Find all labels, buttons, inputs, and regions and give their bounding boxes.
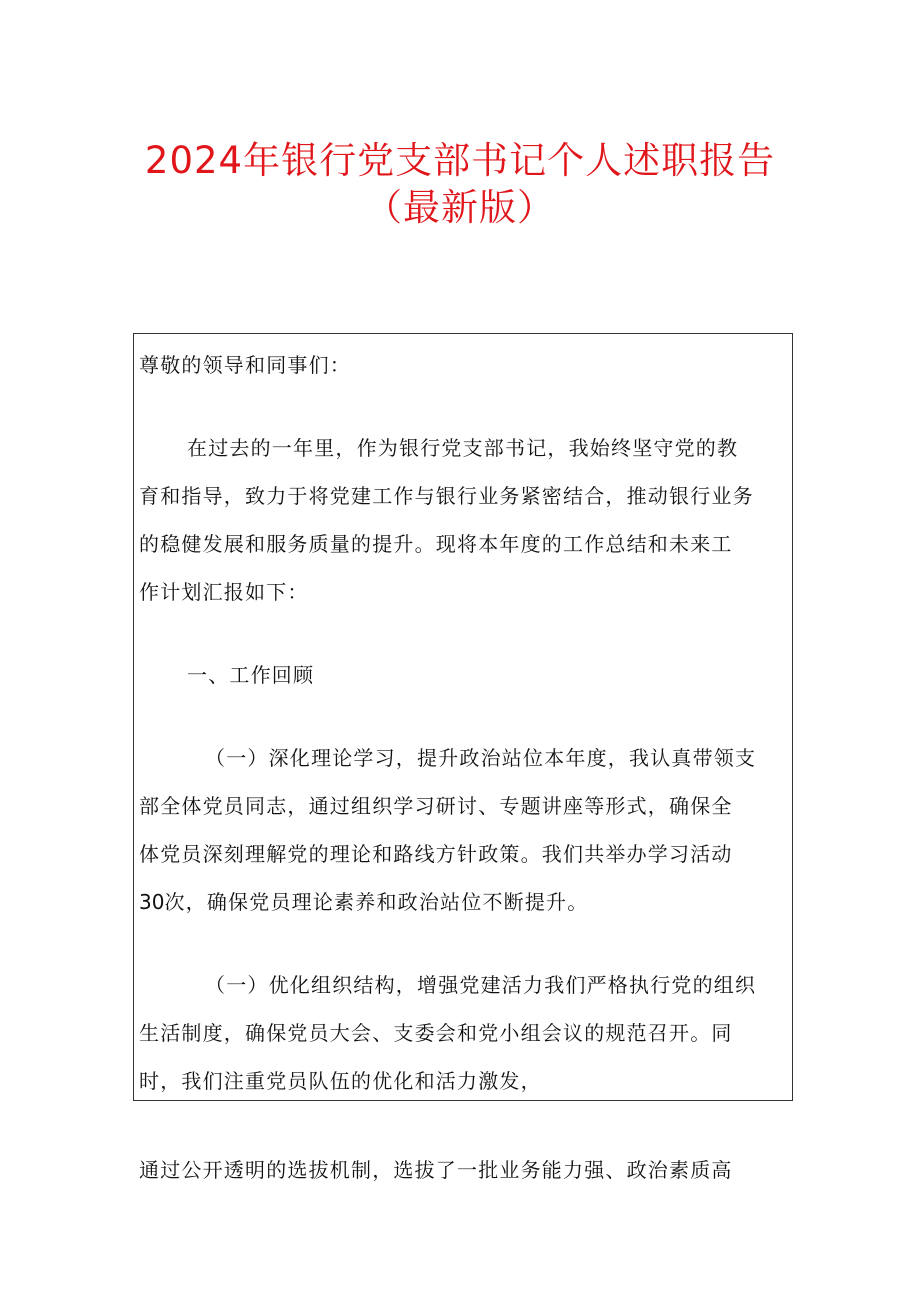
- document-subtitle: （最新版）: [365, 186, 555, 229]
- salutation: 尊敬的领导和同事们：: [139, 353, 351, 377]
- item-line: 体党员深刻理解党的理论和路线方针政策。我们共举办学习活动: [139, 842, 733, 866]
- item-line: 部全体党员同志，通过组织学习研讨、专题讲座等形式，确保全: [139, 794, 733, 818]
- item-line-rest: 次，确保党员理论素养和政治站位不断提升。: [164, 890, 589, 914]
- intro-line: 作计划汇报如下：: [139, 580, 309, 604]
- intro-line: 的稳健发展和服务质量的提升。现将本年度的工作总结和未来工: [139, 532, 733, 556]
- continuation-line: 通过公开透明的选拔机制，选拔了一批业务能力强、政治素质高: [139, 1158, 733, 1182]
- item-line: 时，我们注重党员队伍的优化和活力激发，: [139, 1069, 542, 1093]
- item-line: 生活制度，确保党员大会、支委会和党小组会议的规范召开。同: [139, 1021, 733, 1045]
- item-line: （一）优化组织结构，增强党建活力我们严格执行党的组织: [205, 973, 757, 997]
- item-line-last: [139, 878, 588, 926]
- item-line: （一）深化理论学习，提升政治站位本年度，我认真带领支: [205, 746, 757, 770]
- intro-line: 在过去的一年里，作为银行党支部书记，我始终坚守党的教: [187, 436, 739, 460]
- document-title: 2024年银行党支部书记个人述职报告: [144, 139, 776, 182]
- intro-line: 育和指导，致力于将党建工作与银行业务紧密结合，推动银行业务: [139, 484, 754, 508]
- activity-count: 30: [139, 890, 165, 914]
- section-heading: 一、工作回顾: [187, 663, 315, 687]
